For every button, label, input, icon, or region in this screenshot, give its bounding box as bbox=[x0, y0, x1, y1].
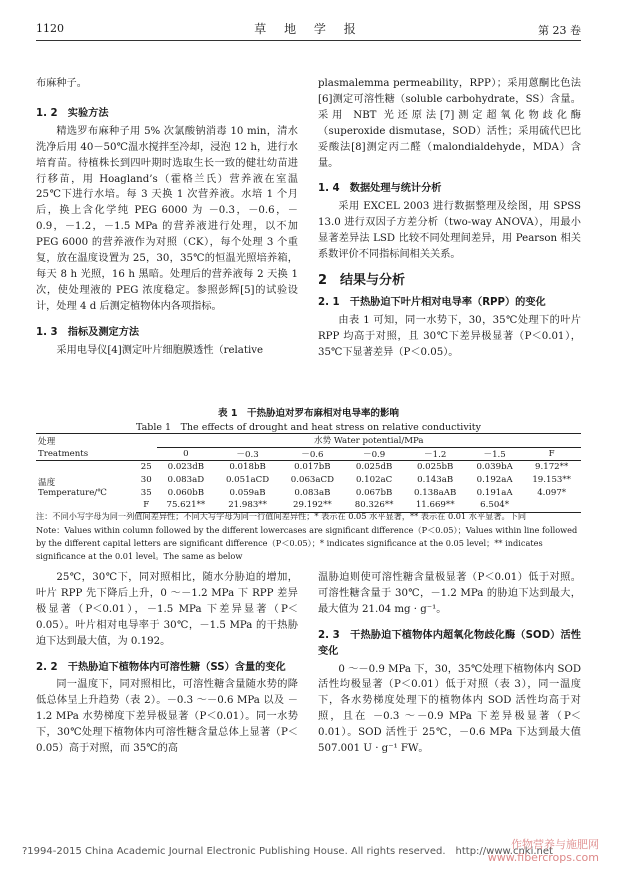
row-label: 25 bbox=[140, 462, 152, 473]
left-column-top bbox=[36, 76, 298, 359]
column-header: －0.6 bbox=[280, 447, 345, 461]
row-label: 35 bbox=[140, 487, 152, 498]
table-cell: 6.504* bbox=[467, 499, 522, 512]
table-cell: 0.025bB bbox=[416, 462, 454, 473]
table-cell: 21.983** bbox=[215, 499, 280, 512]
temperature-label bbox=[36, 461, 136, 512]
paragraph: 由表 1 可知，同一水势下，30，35℃处理下的叶片 RPP 均高于对照，且 30℃下差异极显著（P＜0.01），35℃下显著差异（P＜0.05）。 bbox=[318, 314, 581, 358]
section-heading: 2. 3 干热胁迫下植物体内超氧化物歧化酶（SOD）活性变化 bbox=[318, 629, 581, 657]
paragraph: 采用 EXCEL 2003 进行数据整理及绘图，用 SPSS 13.0 进行双因子方差分析（two-way ANOVA），用最小显著差异法 LSD 比较不同处理间差异，用 Pearson 相关系数评价不同指标间相关关系。 bbox=[318, 201, 581, 261]
water-potential-header: 水势 Water potential/MPa bbox=[157, 434, 581, 448]
watermark bbox=[488, 838, 599, 864]
table-cell: 0.017bB bbox=[294, 462, 331, 473]
table-cell: 0.192aA bbox=[476, 475, 513, 486]
watermark-line: www.fibercrops.com bbox=[487, 851, 599, 864]
section-heading: 1. 2 实验方法 bbox=[36, 107, 109, 119]
running-header bbox=[36, 20, 581, 38]
paragraph: plasmalemma permeability，RPP）；采用蒽酮比色法[6]测定可溶性糖（soluble carbohydrate，SS）含量。采用 NBT 光还原法[7]测定超氧化物歧化酶（superoxide dismutase，SOD）活性；采用硫代巴比妥酸法[8]测定丙二醛（malondialdehyde，MDA）含量。 bbox=[318, 78, 581, 169]
table-cell: 0.059aB bbox=[229, 487, 266, 498]
section-heading: 2. 1 干热胁迫下叶片相对电导率（RPP）的变化 bbox=[318, 296, 546, 308]
paragraph: 0 ～－0.9 MPa 下，30，35℃处理下植物体内 SOD 活性均极显著（P＜0.01）低于对照（表 3），同一温度下，各水势梯度处理下的植物体内 SOD 活性均高于对照，且在 －0.3 ～－0.9 MPa 下差异极显著（P＜0.01）。SOD 活性于 25℃，－0.6 MPa 下达到最大值 507.001 U · g⁻¹ FW。 bbox=[318, 663, 581, 755]
copyright-footer: ?1994-2015 China Academic Journal Electronic Publishing House. All rights reserved. http://www.cnki.net bbox=[22, 846, 553, 857]
section-heading: 2. 2 干热胁迫下植物体内可溶性糖（SS）含量的变化 bbox=[36, 661, 286, 673]
table-cell: 80.326** bbox=[345, 499, 404, 512]
table-cell: 75.621** bbox=[157, 499, 216, 512]
paragraph: 25℃，30℃下，同对照相比，随水分胁迫的增加，叶片 RPP 先下降后上升，0 ～－1.2 MPa 下 RPP 差异极显著（P＜0.01），－1.5 MPa 下差异显著（P＜0.05）。叶片相对电导率于 30℃，－1.5 MPa 的干热胁迫下达到最大值，为 0.192。 bbox=[36, 572, 298, 647]
left-column-bottom bbox=[36, 570, 298, 757]
table-cell: 0.025dB bbox=[355, 462, 393, 473]
column-header: －0.9 bbox=[345, 447, 404, 461]
table-cell: 0.051aCD bbox=[225, 475, 270, 486]
temperature-label-en: Temperature/℃ bbox=[38, 487, 107, 498]
table-cell: 0.060bB bbox=[167, 487, 205, 498]
column-header: 0 bbox=[157, 447, 216, 461]
table-cell: 0.039bA bbox=[476, 462, 513, 473]
table-cell: 0.063aCD bbox=[290, 475, 334, 486]
treatments-header-cn: 处理 bbox=[36, 434, 157, 448]
right-column-bottom bbox=[318, 570, 581, 757]
table-row bbox=[36, 461, 581, 474]
table-1 bbox=[36, 433, 581, 513]
paragraph: 同一温度下，同对照相比，可溶性糖含量随水势的降低总体呈上升趋势（表 2）。－0.3 ～－0.6 MPa 以及 －1.2 MPa 水势梯度下差异极显著（P＜0.01）。同一水势下，30℃处理下植物体内可溶性糖含量总体上显著（P＜0.05）高于对照，而 35℃的高 bbox=[36, 679, 298, 755]
paragraph: 温胁迫则使可溶性糖含量极显著（P＜0.01）低于对照。可溶性糖含量于 30℃，－1.2 MPa 的胁迫下达到最大，最大值为 21.04 mg · g⁻¹。 bbox=[318, 572, 581, 615]
table-cell: 29.192** bbox=[280, 499, 345, 512]
page-number: 1120 bbox=[36, 22, 64, 35]
treatments-header-en: Treatments bbox=[36, 447, 157, 461]
column-header: －1.2 bbox=[403, 447, 467, 461]
watermark-line: 作物营养与施肥网 bbox=[511, 838, 599, 851]
column-header: －0.3 bbox=[215, 447, 280, 461]
table-cell: 0.067bB bbox=[355, 487, 393, 498]
header-rule bbox=[36, 40, 581, 41]
table-cell: 19.153** bbox=[532, 475, 571, 486]
table-cell: 11.669** bbox=[403, 499, 467, 512]
row-label: F bbox=[136, 499, 157, 512]
paragraph: 布麻种子。 bbox=[36, 78, 87, 89]
temperature-label-cn: 温度 bbox=[38, 477, 56, 488]
paragraph: 采用电导仪[4]测定叶片细胞膜透性（relative bbox=[56, 344, 263, 356]
table-cell: 0.018bB bbox=[229, 462, 266, 473]
table-cell: 4.097* bbox=[537, 487, 567, 498]
table-caption-en: Table 1 The effects of drought and heat stress on relative conductivity bbox=[136, 422, 481, 433]
section-heading: 1. 3 指标及测定方法 bbox=[36, 326, 140, 338]
table-note-en: Note：Values within column followed by the different lowercases are significant difference（P＜0.05）；Values within line followed by the different capital letters are significant difference（P＜0.05）；* indicates significance at the 0.05 level；** indicates significance at the 0.01 level。The same as below bbox=[36, 525, 578, 561]
row-label: 30 bbox=[140, 475, 152, 486]
table-cell: 0.083aB bbox=[294, 487, 331, 498]
table-cell: 9.172** bbox=[535, 462, 569, 473]
table-cell: 0.023dB bbox=[167, 462, 205, 473]
table-cell: 0.143aB bbox=[417, 475, 454, 486]
column-header: F bbox=[522, 447, 581, 461]
volume-label: 第 23 卷 bbox=[538, 24, 581, 37]
section-heading: 2 结果与分析 bbox=[318, 272, 406, 288]
column-header: －1.5 bbox=[467, 447, 522, 461]
table-cell: 0.138aAB bbox=[414, 487, 457, 498]
table-cell: 0.083aD bbox=[167, 475, 205, 486]
paragraph: 精选罗布麻种子用 5% 次氯酸钠消毒 10 min，清水洗净后用 40－50℃温水搅拌至冷却，浸泡 12 h，进行水培育苗。待植株长到四叶期时选取生长一致的健壮幼苗进行移苗，用 Hoagland’s（霍格兰氏）营养液在室温 25℃下进行水培。每 3 天换 1 次营养液。水培 1 个月后，换上含化学纯 PEG 6000 为 －0.3，－0.6，－0.9，－1.2，－1.5 MPa 的营养液进行处理，以不加 PEG 6000 的营养液作为对照（CK），每个处理 3 个重复，放在温度设置为 25，30，35℃的恒温光照培养箱，每天 8 h 光照，16 h 黑暗。处理后的营养液每 2 天换 1 次，使处理液的 PEG 浓度稳定。参照彭辉[5]的试验设计，处理 4 d 后测定植物体内各项指标。 bbox=[36, 125, 298, 312]
table-note-cn: 注：不同小写字母为同一列值间差异性；不同大写字母为同一行值间差异性；* 表示在 0.05 水平显著，** 表示在 0.01 水平显著。下同 bbox=[36, 511, 527, 521]
section-heading: 1. 4 数据处理与统计分析 bbox=[318, 183, 442, 195]
table-caption-cn: 表 1 干热胁迫对罗布麻相对电导率的影响 bbox=[218, 408, 399, 419]
right-column-top bbox=[318, 76, 581, 361]
table-cell: 0.102aC bbox=[355, 475, 393, 486]
table-cell: 0.191aA bbox=[476, 487, 513, 498]
journal-name: 草 地 学 报 bbox=[254, 22, 363, 36]
